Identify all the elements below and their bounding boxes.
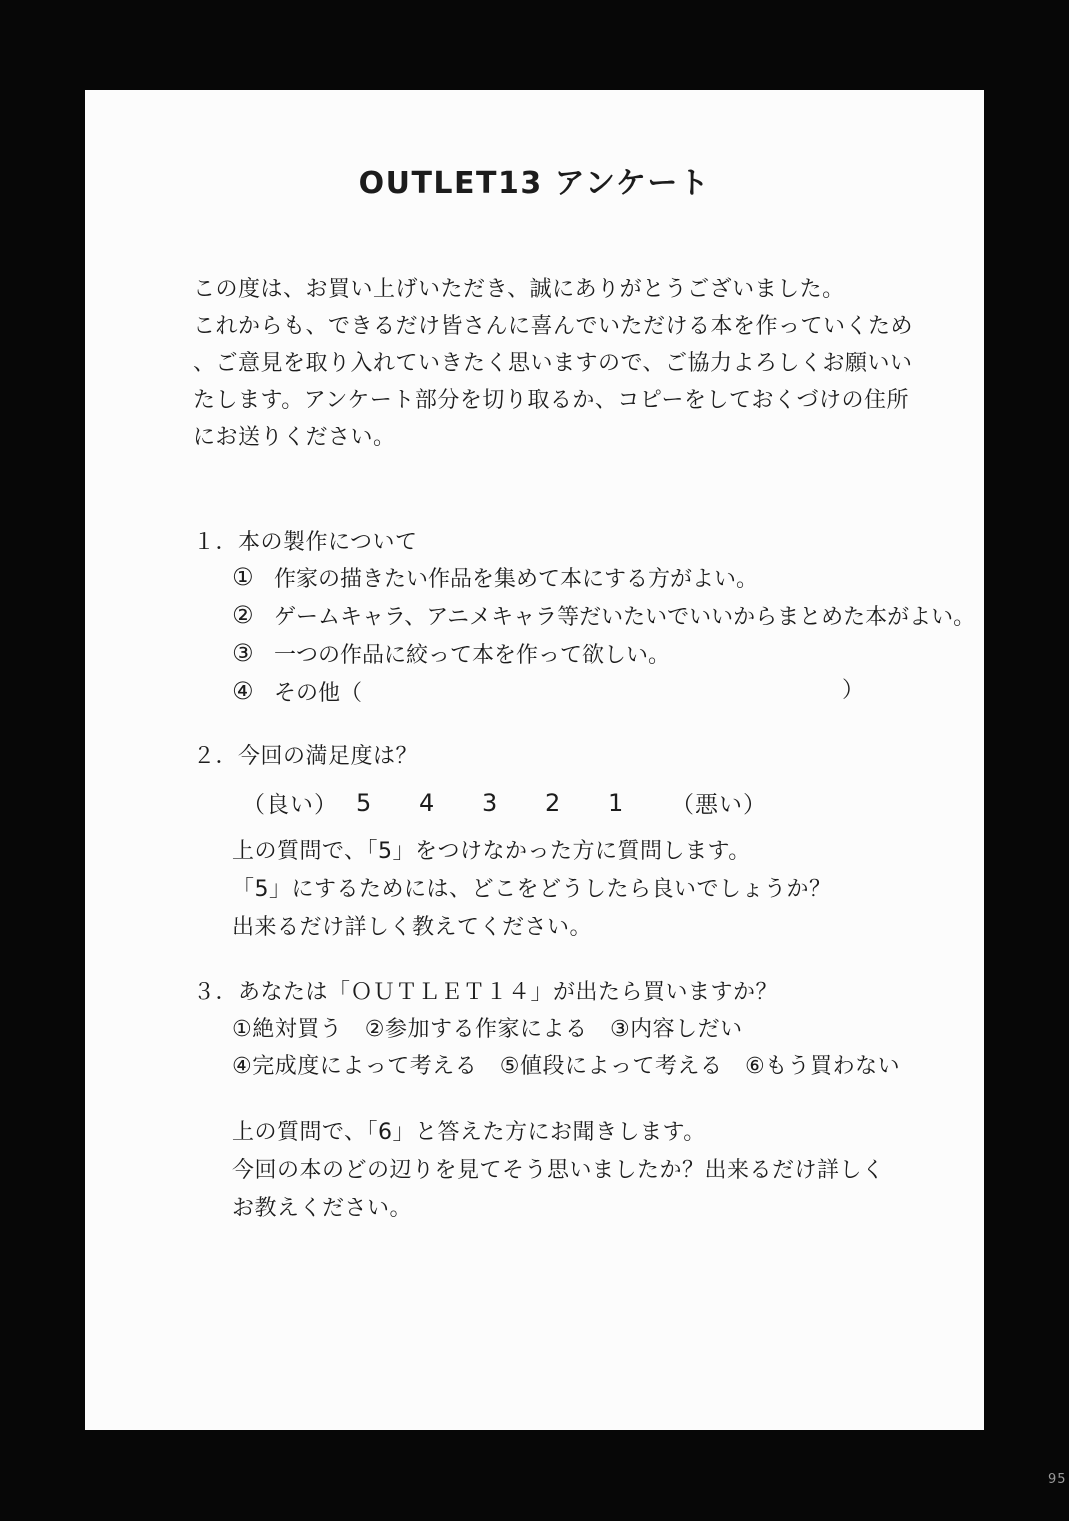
question2-followup — [232, 833, 832, 947]
followup-line: 出来るだけ詳しく教えてください。 — [232, 915, 593, 940]
followup-line: 上の質問で、「6」と答えた方にお聞きします。 — [232, 1120, 706, 1145]
followup-line: 上の質問で、「5」をつけなかった方に質問します。 — [232, 839, 751, 864]
option-text: その他（ — [274, 680, 363, 706]
scale-value-1: 1 — [608, 788, 624, 817]
scan-page-number: 95 — [1048, 1472, 1067, 1487]
circled-number-4: ④ — [232, 677, 254, 705]
followup-line: 今回の本のどの辺りを見てそう思いましたか？出来るだけ詳しく — [232, 1158, 885, 1183]
question1-options — [232, 558, 975, 710]
scale-value-2: 2 — [545, 788, 561, 817]
question3-options — [232, 1011, 900, 1085]
question1-option-1 — [232, 558, 975, 596]
scale-bad-label: （悪い） — [671, 792, 767, 818]
question1-option-3 — [232, 634, 975, 672]
page-title: OUTLET13 アンケート — [358, 166, 711, 201]
circled-number-3: ③ — [232, 639, 254, 667]
scale-value-4: 4 — [419, 788, 435, 817]
intro-paragraph — [193, 271, 913, 456]
question3-options-line1: ①絶対買う ②参加する作家による ③内容しだい — [232, 1017, 743, 1042]
question3-followup — [232, 1114, 885, 1228]
option-text: ゲームキャラ、アニメキャラ等だいたいでいいからまとめた本がよい。 — [274, 604, 976, 630]
question3-options-line2: ④完成度によって考える ⑤値段によって考える ⑥もう買わない — [232, 1054, 901, 1079]
circled-number-2: ② — [232, 601, 254, 629]
question1-heading: １．本の製作について — [193, 530, 418, 555]
scale-value-5: 5 — [356, 788, 372, 817]
intro-line: にお送りください。 — [193, 425, 396, 450]
followup-line: お教えください。 — [232, 1196, 413, 1221]
intro-line: この度は、お買い上げいただき、誠にありがとうございました。 — [193, 277, 845, 302]
questionnaire-page — [85, 90, 984, 1430]
scale-good-label: （良い） — [242, 792, 338, 818]
intro-line: これからも、できるだけ皆さんに喜んでいただける本を作っていくため — [193, 314, 914, 339]
scale-value-3: 3 — [482, 788, 498, 817]
followup-line: 「5」にするためには、どこをどうしたら良いでしょうか？ — [232, 877, 832, 902]
question2-heading: ２．今回の満足度は？ — [193, 744, 419, 769]
question3-heading: ３．あなたは「ＯＵＴＬＥＴ１４」が出たら買いますか？ — [193, 980, 779, 1005]
question1-option-2 — [232, 596, 975, 634]
option-text: 一つの作品に絞って本を作って欲しい。 — [274, 642, 671, 668]
intro-line: 、ご意見を取り入れていきたく思いますので、ご協力よろしくお願いい — [193, 351, 913, 376]
other-answer-close-paren: ） — [842, 678, 865, 703]
satisfaction-rating-scale — [242, 784, 767, 821]
question1-option-4 — [232, 672, 975, 710]
option-text: 作家の描きたい作品を集めて本にする方がよい。 — [274, 566, 759, 592]
intro-line: たします。アンケート部分を切り取るか、コピーをしておくづけの住所 — [193, 388, 910, 413]
circled-number-1: ① — [232, 563, 254, 591]
